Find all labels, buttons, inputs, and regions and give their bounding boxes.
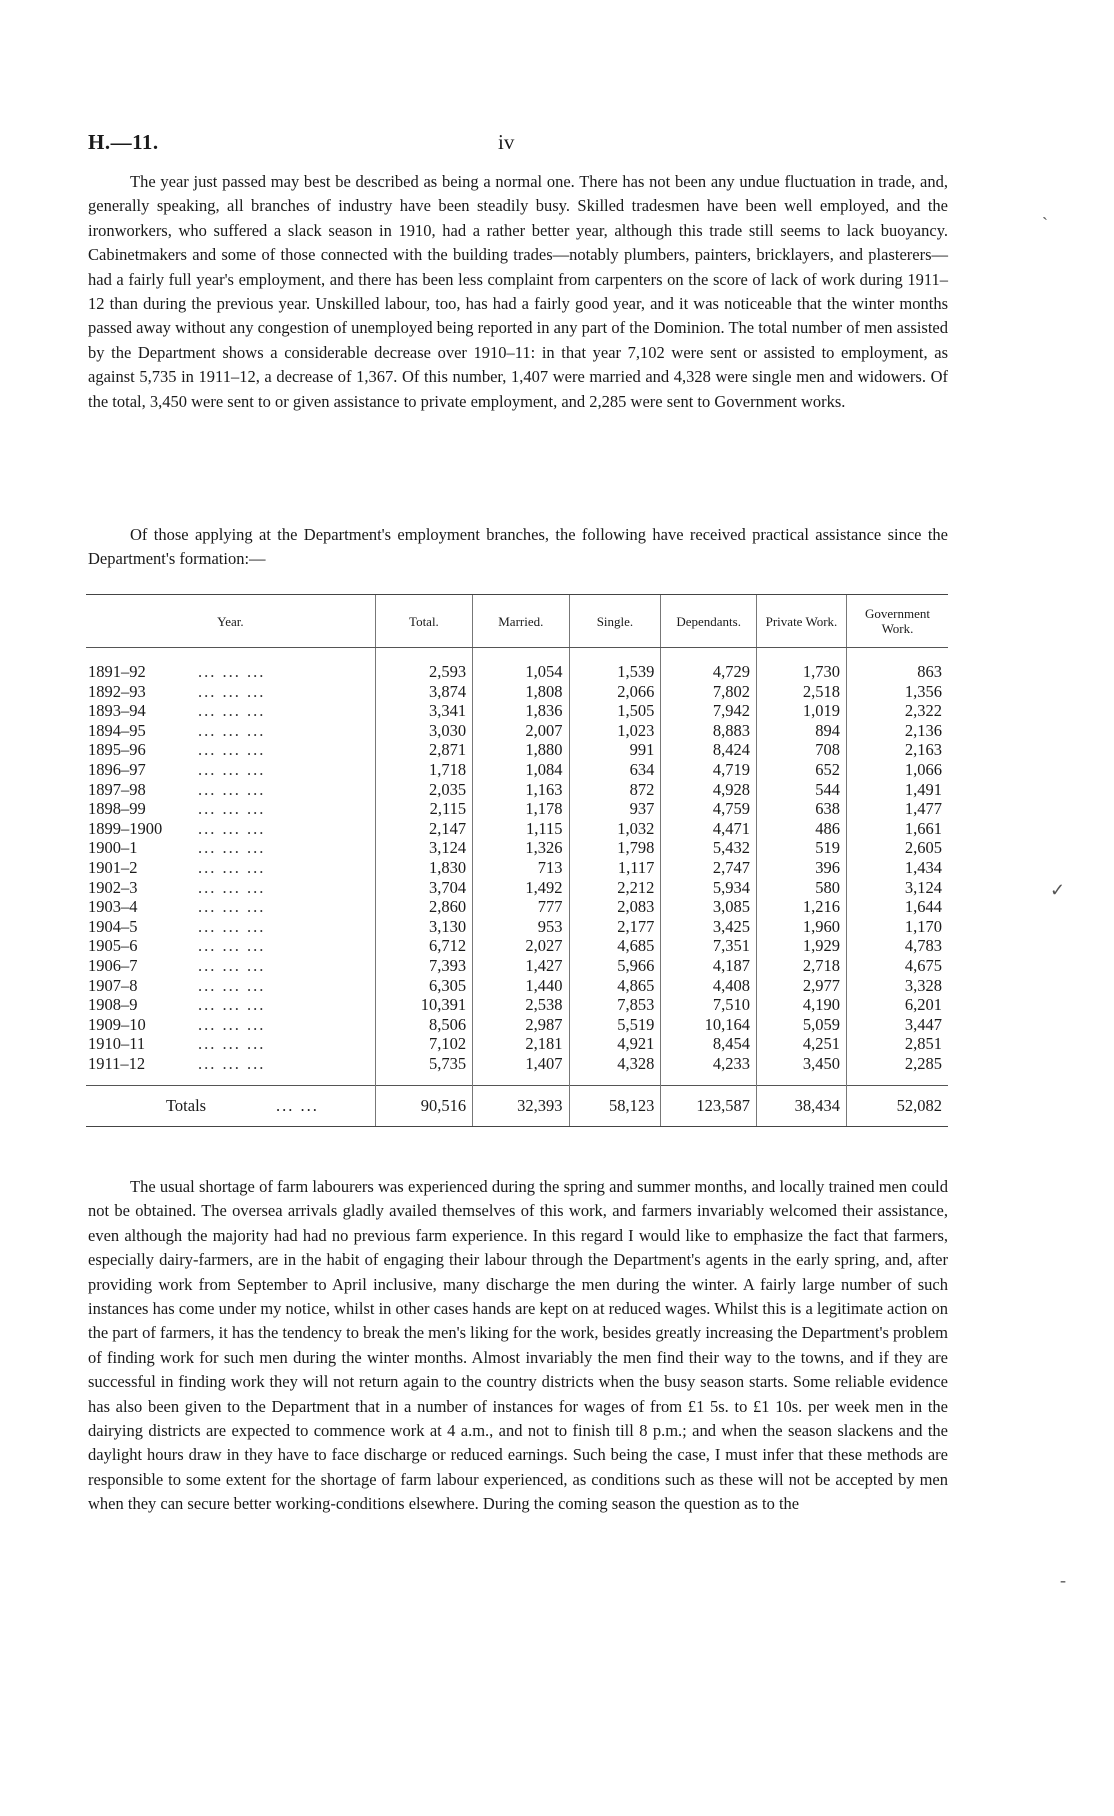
- cell-married: 1,084: [473, 760, 569, 780]
- cell-private: 1,960: [756, 917, 846, 937]
- cell-dependants: 4,759: [661, 799, 757, 819]
- cell-private: 544: [756, 780, 846, 800]
- cell-single: 991: [569, 740, 661, 760]
- cell-dependants: 4,408: [661, 976, 757, 996]
- table-row: [86, 1054, 948, 1086]
- cell-year: [86, 956, 375, 976]
- table-row: [86, 995, 948, 1015]
- table-header: [86, 595, 948, 648]
- cell-year-text: 1906–7: [88, 955, 138, 975]
- cell-government: 4,783: [846, 936, 948, 956]
- cell-married: 1,440: [473, 976, 569, 996]
- cell-year-text: 1905–6: [88, 936, 138, 956]
- leader-dots: ... ... ...: [198, 1034, 266, 1054]
- cell-married: 953: [473, 917, 569, 937]
- document-id: H.—11.: [88, 130, 159, 154]
- cell-married: 1,115: [473, 819, 569, 839]
- leader-dots: ... ... ...: [198, 1014, 266, 1034]
- leader-dots: ... ... ...: [198, 995, 266, 1015]
- table-row: [86, 799, 948, 819]
- cell-total: 3,130: [375, 917, 472, 937]
- cell-total: 1,718: [375, 760, 472, 780]
- table-footer: [86, 1086, 948, 1127]
- header-dependants: Dependants.: [661, 595, 757, 648]
- table-row: [86, 936, 948, 956]
- cell-single: 1,023: [569, 721, 661, 741]
- leader-dots: ... ... ...: [198, 955, 266, 975]
- cell-government: 3,328: [846, 976, 948, 996]
- cell-dependants: 4,928: [661, 780, 757, 800]
- header-year: Year.: [86, 595, 375, 648]
- cell-married: 2,538: [473, 995, 569, 1015]
- cell-total: 10,391: [375, 995, 472, 1015]
- cell-married: 1,054: [473, 648, 569, 682]
- cell-single: 1,798: [569, 838, 661, 858]
- cell-private: 652: [756, 760, 846, 780]
- cell-year: [86, 819, 375, 839]
- cell-married: 1,407: [473, 1054, 569, 1086]
- cell-year: [86, 838, 375, 858]
- cell-year-text: 1894–95: [88, 720, 146, 740]
- cell-married: 1,880: [473, 740, 569, 760]
- cell-year-text: 1896–97: [88, 759, 146, 779]
- cell-year: [86, 917, 375, 937]
- totals-label: [86, 1086, 375, 1127]
- cell-married: 1,808: [473, 682, 569, 702]
- cell-government: 2,136: [846, 721, 948, 741]
- cell-total: 2,593: [375, 648, 472, 682]
- page-header: [88, 130, 948, 160]
- cell-year: [86, 780, 375, 800]
- table-row: [86, 721, 948, 741]
- cell-private: 1,019: [756, 701, 846, 721]
- cell-year-text: 1911–12: [88, 1053, 146, 1073]
- cell-year: [86, 936, 375, 956]
- cell-single: 937: [569, 799, 661, 819]
- cell-dependants: 7,802: [661, 682, 757, 702]
- table-row: [86, 956, 948, 976]
- cell-total: 7,102: [375, 1034, 472, 1054]
- table-row: [86, 878, 948, 898]
- cell-year: [86, 799, 375, 819]
- cell-private: 638: [756, 799, 846, 819]
- cell-private: 708: [756, 740, 846, 760]
- cell-government: 863: [846, 648, 948, 682]
- cell-dependants: 8,424: [661, 740, 757, 760]
- margin-pen-mark: ‐: [1060, 1570, 1066, 1590]
- cell-year: [86, 682, 375, 702]
- totals-dependants: 123,587: [661, 1086, 757, 1127]
- cell-government: 1,356: [846, 682, 948, 702]
- cell-private: 1,730: [756, 648, 846, 682]
- leader-dots: ... ... ...: [198, 720, 266, 740]
- leader-dots: ... ... ...: [198, 799, 266, 819]
- cell-dependants: 5,432: [661, 838, 757, 858]
- table-row: [86, 648, 948, 682]
- cell-married: 1,427: [473, 956, 569, 976]
- cell-total: 5,735: [375, 1054, 472, 1086]
- cell-year: [86, 721, 375, 741]
- cell-private: 519: [756, 838, 846, 858]
- cell-total: 6,305: [375, 976, 472, 996]
- cell-single: 4,328: [569, 1054, 661, 1086]
- cell-married: 777: [473, 897, 569, 917]
- table-row: [86, 760, 948, 780]
- cell-private: 1,216: [756, 897, 846, 917]
- cell-private: 5,059: [756, 1015, 846, 1035]
- cell-married: 1,326: [473, 838, 569, 858]
- cell-year-text: 1898–99: [88, 799, 146, 819]
- totals-married: 32,393: [473, 1086, 569, 1127]
- cell-year: [86, 701, 375, 721]
- cell-total: 2,115: [375, 799, 472, 819]
- totals-private-work: 38,434: [756, 1086, 846, 1127]
- cell-single: 1,032: [569, 819, 661, 839]
- cell-total: 3,874: [375, 682, 472, 702]
- cell-year-text: 1893–94: [88, 701, 146, 721]
- cell-total: 3,704: [375, 878, 472, 898]
- totals-single: 58,123: [569, 1086, 661, 1127]
- cell-year: [86, 740, 375, 760]
- cell-government: 2,285: [846, 1054, 948, 1086]
- header-total: Total.: [375, 595, 472, 648]
- table-row: [86, 682, 948, 702]
- leader-dots: ... ... ...: [198, 975, 266, 995]
- cell-private: 486: [756, 819, 846, 839]
- cell-private: 4,251: [756, 1034, 846, 1054]
- cell-single: 5,966: [569, 956, 661, 976]
- cell-year-text: 1909–10: [88, 1014, 146, 1034]
- cell-single: 1,505: [569, 701, 661, 721]
- cell-dependants: 7,510: [661, 995, 757, 1015]
- table-row: [86, 740, 948, 760]
- cell-private: 2,718: [756, 956, 846, 976]
- cell-private: 396: [756, 858, 846, 878]
- cell-private: 894: [756, 721, 846, 741]
- cell-total: 7,393: [375, 956, 472, 976]
- table-row: [86, 819, 948, 839]
- table-row: [86, 858, 948, 878]
- leader-dots: ... ... ...: [198, 662, 266, 681]
- cell-government: 1,491: [846, 780, 948, 800]
- cell-single: 1,117: [569, 858, 661, 878]
- cell-year-text: 1907–8: [88, 975, 138, 995]
- cell-year: [86, 1015, 375, 1035]
- cell-year-text: 1892–93: [88, 681, 146, 701]
- cell-dependants: 5,934: [661, 878, 757, 898]
- cell-private: 4,190: [756, 995, 846, 1015]
- cell-dependants: 4,719: [661, 760, 757, 780]
- cell-government: 1,434: [846, 858, 948, 878]
- cell-private: 2,977: [756, 976, 846, 996]
- cell-private: 2,518: [756, 682, 846, 702]
- cell-total: 8,506: [375, 1015, 472, 1035]
- totals-total: 90,516: [375, 1086, 472, 1127]
- cell-total: 2,860: [375, 897, 472, 917]
- cell-dependants: 3,085: [661, 897, 757, 917]
- cell-year: [86, 858, 375, 878]
- leader-dots: ... ... ...: [198, 857, 266, 877]
- cell-government: 1,661: [846, 819, 948, 839]
- leader-dots: ... ... ...: [198, 818, 266, 838]
- cell-dependants: 4,729: [661, 648, 757, 682]
- paragraph-farm-labour: The usual shortage of farm labourers was experienced during the spring and summer months, and locally trained men could not be obtained. The oversea arrivals gladly availed themselves of this work, and farmers invariably welcomed their assistance, even although the majority had had no previous farm experience. In this regard I would like to emphasize the fact that farmers, especially dairy-farmers, are in the habit of engaging their labour through the Department's agents in the early spring, and, after providing work from September to April inclusive, many discharge the men during the winter. A fairly large number of such instances has come under my notice, whilst in other cases hands are kept on at reduced wages. Whilst this is a legitimate action on the part of farmers, it has the tendency to break the men's liking for the work, besides greatly increasing the Department's problem of finding work for such men during the winter months. Almost invariably the men find their way to the towns, and if they are successful in finding work they will not return again to the country districts when the busy season starts. Some reliable evidence has also been given to the Department that in a number of instances for wages of from £1 5s. to £1 10s. per week men in the dairying districts are expected to commence work at 4 a.m., and not to finish till 8 p.m.; and when the season slackens and the daylight hours draw in they have to face discharge or reduced earnings. Such being the case, I must infer that these methods are responsible to some extent for the shortage of farm labour experienced, as conditions such as these will not be accepted by men when they can secure better working-conditions elsewhere. During the coming season the question as to the: [88, 1177, 948, 1514]
- cell-married: 2,181: [473, 1034, 569, 1054]
- cell-total: 2,871: [375, 740, 472, 760]
- cell-single: 2,212: [569, 878, 661, 898]
- cell-government: 3,124: [846, 878, 948, 898]
- table-header-row: [86, 595, 948, 648]
- cell-year-text: 1908–9: [88, 995, 138, 1015]
- cell-year: [86, 995, 375, 1015]
- cell-total: 3,341: [375, 701, 472, 721]
- totals-row: [86, 1086, 948, 1127]
- cell-single: 4,865: [569, 976, 661, 996]
- page-number: iv: [498, 130, 515, 154]
- cell-married: 2,027: [473, 936, 569, 956]
- cell-married: 1,492: [473, 878, 569, 898]
- cell-government: 1,170: [846, 917, 948, 937]
- table-row: [86, 701, 948, 721]
- cell-government: 6,201: [846, 995, 948, 1015]
- leader-dots: ... ... ...: [198, 779, 266, 799]
- cell-year-text: 1900–1: [88, 838, 138, 858]
- cell-married: 1,836: [473, 701, 569, 721]
- cell-dependants: 4,471: [661, 819, 757, 839]
- table-row: [86, 838, 948, 858]
- cell-year-text: 1902–3: [88, 877, 138, 897]
- cell-private: 580: [756, 878, 846, 898]
- cell-year: [86, 897, 375, 917]
- cell-government: 1,644: [846, 897, 948, 917]
- leader-dots: ... ... ...: [198, 916, 266, 936]
- leader-dots: ... ... ...: [198, 740, 266, 760]
- cell-total: 3,030: [375, 721, 472, 741]
- leader-dots: ... ... ...: [198, 1053, 266, 1073]
- header-private-work: Private Work.: [756, 595, 846, 648]
- table-row: [86, 1034, 948, 1054]
- cell-government: 1,477: [846, 799, 948, 819]
- leader-dots: ... ... ...: [198, 877, 266, 897]
- table-row: [86, 976, 948, 996]
- table-row: [86, 780, 948, 800]
- header-married: Married.: [473, 595, 569, 648]
- paragraph-intro: The year just passed may best be described as being a normal one. There has not been any undue fluctuation in trade, and, generally speaking, all branches of industry have been steadily busy. Skilled tradesmen have been well employed, and the ironworkers, who suffered a slack season in 1910, had a rather better year, although this trade still seems to lack buoyancy. Cabinetmakers and some of those connected with the building trades—notably plumbers, painters, bricklayers, and plasterers—had a fairly full year's employment, and there has been less complaint from carpenters on the score of lack of work during 1911–12 than during the previous year. Unskilled labour, too, has had a fairly good year, and it was noticeable that the winter months passed away without any congestion of unemployed being reported in any part of the Dominion. The total number of men assisted by the Department shows a considerable decrease over 1910–11: in that year 7,102 were sent or assisted to employment, as against 5,735 in 1911–12, a decrease of 1,367. Of this number, 1,407 were married and 4,328 were single men and widowers. Of the total, 3,450 were sent to or given assistance to private employment, and 2,285 were sent to Government works.: [88, 172, 948, 411]
- cell-government: 2,163: [846, 740, 948, 760]
- assistance-table: [86, 594, 948, 1127]
- cell-government: 2,605: [846, 838, 948, 858]
- cell-year-text: 1910–11: [88, 1034, 146, 1054]
- cell-total: 1,830: [375, 858, 472, 878]
- table-row: [86, 897, 948, 917]
- cell-married: 2,007: [473, 721, 569, 741]
- cell-single: 7,853: [569, 995, 661, 1015]
- cell-single: 1,539: [569, 648, 661, 682]
- cell-government: 3,447: [846, 1015, 948, 1035]
- cell-total: 3,124: [375, 838, 472, 858]
- cell-single: 4,685: [569, 936, 661, 956]
- cell-year: [86, 878, 375, 898]
- cell-year-text: 1897–98: [88, 779, 146, 799]
- totals-leader-dots: ... ...: [276, 1096, 319, 1116]
- cell-dependants: 7,351: [661, 936, 757, 956]
- cell-single: 5,519: [569, 1015, 661, 1035]
- cell-year: [86, 1034, 375, 1054]
- leader-dots: ... ... ...: [198, 759, 266, 779]
- header-government-work: Government Work.: [846, 595, 948, 648]
- cell-private: 1,929: [756, 936, 846, 956]
- cell-married: 1,178: [473, 799, 569, 819]
- cell-year: [86, 648, 375, 682]
- cell-dependants: 10,164: [661, 1015, 757, 1035]
- cell-government: 4,675: [846, 956, 948, 976]
- cell-private: 3,450: [756, 1054, 846, 1086]
- leader-dots: ... ... ...: [198, 838, 266, 858]
- cell-single: 2,083: [569, 897, 661, 917]
- cell-single: 2,177: [569, 917, 661, 937]
- cell-year-text: 1899–1900: [88, 818, 163, 838]
- cell-total: 2,035: [375, 780, 472, 800]
- cell-dependants: 8,883: [661, 721, 757, 741]
- cell-year-text: 1903–4: [88, 897, 138, 917]
- cell-year-text: 1895–96: [88, 740, 146, 760]
- cell-dependants: 7,942: [661, 701, 757, 721]
- leader-dots: ... ... ...: [198, 936, 266, 956]
- cell-year: [86, 1054, 375, 1086]
- totals-label-text: Totals: [166, 1096, 207, 1116]
- cell-dependants: 4,233: [661, 1054, 757, 1086]
- cell-year-text: 1891–92: [88, 662, 146, 681]
- leader-dots: ... ... ...: [198, 897, 266, 917]
- cell-dependants: 8,454: [661, 1034, 757, 1054]
- paragraph-table-intro: Of those applying at the Department's employment branches, the following have received practical assistance since the Department's formation:—: [88, 525, 948, 569]
- margin-check-mark: ✓: [1050, 880, 1066, 900]
- cell-dependants: 4,187: [661, 956, 757, 976]
- cell-year: [86, 976, 375, 996]
- table-row: [86, 1015, 948, 1035]
- cell-dependants: 2,747: [661, 858, 757, 878]
- header-single: Single.: [569, 595, 661, 648]
- margin-tick-mark: ˎ: [1042, 200, 1048, 220]
- cell-single: 872: [569, 780, 661, 800]
- cell-year-text: 1904–5: [88, 916, 138, 936]
- cell-government: 2,851: [846, 1034, 948, 1054]
- totals-government-work: 52,082: [846, 1086, 948, 1127]
- cell-total: 2,147: [375, 819, 472, 839]
- cell-single: 4,921: [569, 1034, 661, 1054]
- cell-married: 1,163: [473, 780, 569, 800]
- cell-year-text: 1901–2: [88, 857, 138, 877]
- cell-total: 6,712: [375, 936, 472, 956]
- cell-dependants: 3,425: [661, 917, 757, 937]
- cell-year: [86, 760, 375, 780]
- cell-married: 2,987: [473, 1015, 569, 1035]
- cell-government: 2,322: [846, 701, 948, 721]
- leader-dots: ... ... ...: [198, 701, 266, 721]
- assistance-table-grid: [86, 594, 948, 1127]
- cell-government: 1,066: [846, 760, 948, 780]
- leader-dots: ... ... ...: [198, 681, 266, 701]
- cell-married: 713: [473, 858, 569, 878]
- table-body: [86, 648, 948, 1086]
- table-row: [86, 917, 948, 937]
- cell-single: 634: [569, 760, 661, 780]
- cell-single: 2,066: [569, 682, 661, 702]
